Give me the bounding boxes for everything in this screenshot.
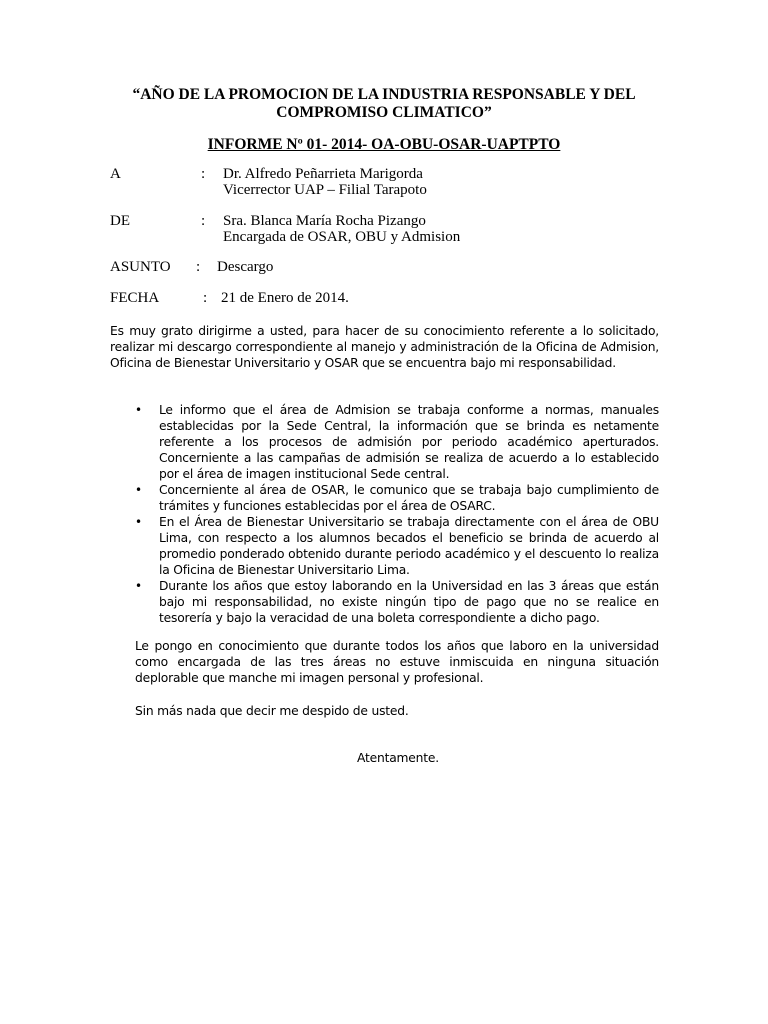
year-motto-line-2: COMPROMISO CLIMATICO” [276,104,492,121]
bullet-marker: • [135,579,142,593]
subject-label: ASUNTO [110,259,171,275]
report-title [90,136,678,154]
to-colon: : [201,166,206,182]
closing-paragraph: Le pongo en conocimiento que durante todos los años que laboro en la universidad como encargada de las tres áreas no estuve inmiscuida en ninguna situación deplorable que manche mi imagen personal y profesional. [135,639,659,685]
from-colon: : [201,213,206,229]
subject-colon: : [196,259,201,275]
bullet-text: En el Área de Bienestar Universitario se trabaja directamente con el área de OBU Lima, con respecto a los alumnos becados el beneficio se brinda de acuerdo al promedio ponderado obtenido durante periodo académico y el descuento lo realiza la Oficina de Bienestar Universitario Lima. [159,515,659,577]
bullet-text: Durante los años que estoy laborando en la Universidad en las 3 áreas que están bajo mi responsabilidad, no existe ningún tipo de pago que no se realice en tesorería y bajo la veracidad de una boleta correspondiente a dicho pago. [159,579,659,625]
from-position: Encargada de OSAR, OBU y Admision [223,229,461,245]
year-motto-line-1: “AÑO DE LA PROMOCION DE LA INDUSTRIA RESPONSABLE Y DEL [132,86,636,103]
bullet-text: Le informo que el área de Admision se trabaja conforme a normas, manuales establecidas por la Sede Central, la información que se brinda es netamente referente a los procesos de admisión por periodo académico aperturados. Concerniente a las campañas de admisión se realiza de acuerdo a lo establecido por el área de imagen institucional Sede central. [159,403,659,481]
bullet-marker: • [135,403,142,417]
date-label: FECHA [110,290,160,306]
list-item [135,578,659,626]
list-item [135,402,659,482]
list-item [135,482,659,514]
subject-value: Descargo [217,259,274,275]
from-name: Sra. Blanca María Rocha Pizango [223,213,426,229]
date-value: 21 de Enero de 2014. [221,290,349,306]
bullet-list [135,402,659,626]
farewell-line: Sin más nada que decir me despido de usted. [135,704,409,718]
to-label: A [110,166,121,182]
list-item [135,514,659,578]
bullet-marker: • [135,515,142,529]
report-title-text: INFORME Nº 01- 2014- OA-OBU-OSAR-UAPTPTO [207,136,561,153]
bullet-text: Concerniente al área de OSAR, le comunico que se trabaja bajo cumplimiento de trámites y funciones establecidas por el área de OSARC. [159,483,659,513]
intro-paragraph: Es muy grato dirigirme a usted, para hacer de su conocimiento referente a lo solicitado, realizar mi descargo correspondiente al manejo y administración de la Oficina de Admision, Oficina de Bienestar Universitario y OSAR que se encuentra bajo mi responsabilidad. [110,324,659,370]
bullet-marker: • [135,483,142,497]
sign-off: Atentamente. [357,751,439,765]
from-label: DE [110,213,130,229]
date-colon: : [203,290,208,306]
to-name: Dr. Alfredo Peñarrieta Marigorda [223,166,423,182]
to-position: Vicerrector UAP – Filial Tarapoto [223,182,427,198]
